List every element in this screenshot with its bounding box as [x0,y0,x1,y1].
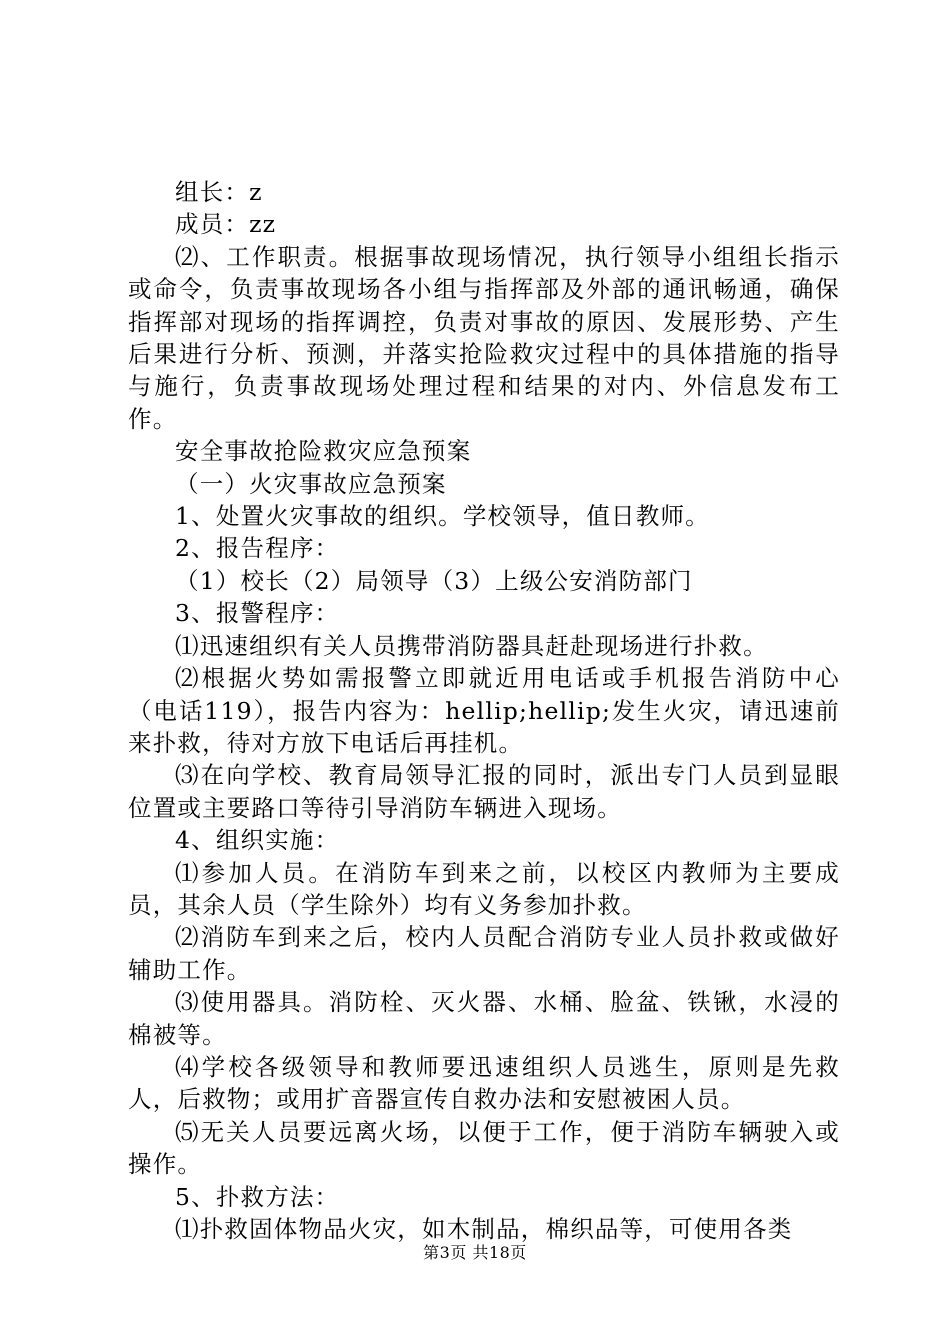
paragraph-organization: 1、处置火灾事故的组织。学校领导，值日教师。 [175,502,710,531]
paragraph-members: 成员：zz [175,210,277,239]
paragraph-alarm-step-1: ⑴迅速组织有关人员携带消防器具赶赴现场进行扑救。 [175,631,768,660]
paragraph-implementation: 4、组织实施： [175,826,340,855]
page-footer [0,1243,950,1263]
paragraph-alarm-step-2: ⑵根据火势如需报警立即就近用电话或手机报告消防中心（电话119），报告内容为：hellip;hellip;发生火灾，请迅速前来扑救，待对方放下电话后再挂机。 [128,664,840,757]
paragraph-impl-step-2: ⑵消防车到来之后，校内人员配合消防专业人员扑救或做好辅助工作。 [128,923,840,984]
document-body [128,176,840,1245]
paragraph-impl-step-4: ⑷学校各级领导和教师要迅速组织人员逃生，原则是先救人，后救物；或用扩音器宣传自救办法和安慰被困人员。 [128,1052,840,1114]
paragraph-report-procedure: 2、报告程序： [175,534,340,563]
paragraph-impl-step-1: ⑴参加人员。在消防车到来之前，以校区内教师为主要成员，其余人员（学生除外）均有义务参加扑救。 [128,858,840,919]
paragraph-method-step-1: ⑴扑救固体物品火灾，如木制品，棉织品等，可使用各类 [175,1215,793,1243]
paragraph-plan-title: 安全事故抢险救灾应急预案 [175,437,472,466]
page-number-label: 第3页 共18页 [423,1243,527,1262]
paragraph-impl-step-5: ⑸无关人员要远离火场，以便于工作，便于消防车辆驶入或操作。 [128,1117,840,1179]
paragraph-firefighting-methods: 5、扑救方法： [175,1182,340,1211]
paragraph-alarm-procedure: 3、报警程序： [175,599,340,628]
paragraph-report-chain: （1）校长（2）局领导（3）上级公安消防部门 [175,566,693,595]
paragraph-team-leader: 组长：z [175,178,263,206]
paragraph-duties: ⑵、工作职责。根据事故现场情况，执行领导小组组长指示或命令，负责事故现场各小组与指挥部及外部的通讯畅通，确保指挥部对现场的指挥调控，负责对事故的原因、发展形势、产生后果进行分析、预测，并落实抢险救灾过程中的具体措施的指导与施行，负责事故现场处理过程和结果的对内、外信息发布工作。 [128,242,840,433]
paragraph-impl-step-3: ⑶使用器具。消防栓、灭火器、水桶、脸盆、铁锹，水浸的棉被等。 [128,988,840,1049]
paragraph-alarm-step-3: ⑶在向学校、教育局领导汇报的同时，派出专门人员到显眼位置或主要路口等待引导消防车辆进入现场。 [128,761,840,822]
paragraph-fire-plan-heading: （一）火灾事故应急预案 [175,469,447,498]
